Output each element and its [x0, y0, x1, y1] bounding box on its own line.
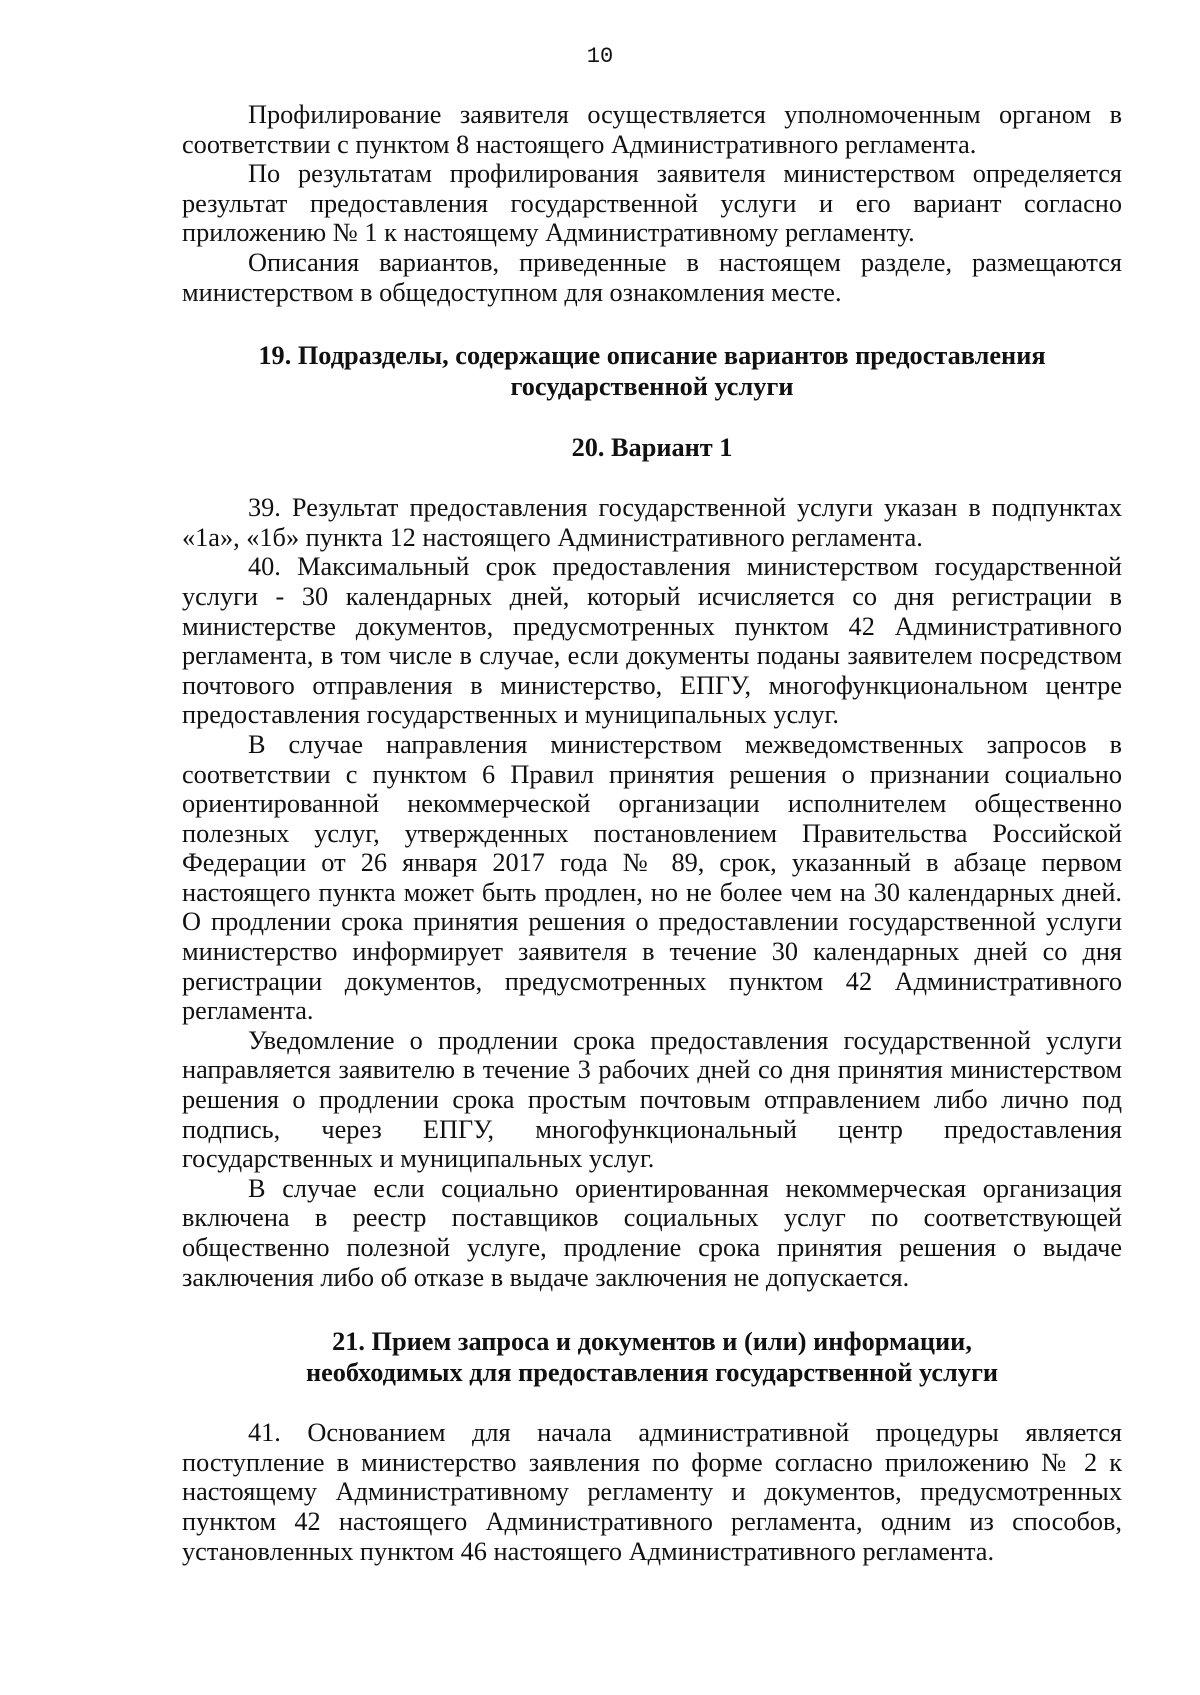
- paragraph-registry-case: В случае если социально ориентированная некоммерческая организация включена в реестр поставщиков социальных услуг по соответствующей общественно полезной услуге, продление срока принятия решения о выдаче заключения либо об отказе в выдаче заключения не допускается.: [182, 1173, 1122, 1292]
- section-21-heading: [182, 1326, 1122, 1388]
- paragraph-40: 40. Максимальный срок предоставления министерством государственной услуги - 30 календарных дней, который исчисляется со дня регистрации в министерстве документов, предусмотренных пунктом 42 Административного регламента, в том числе в случае, если документы поданы заявителем посредством почтового отправления в министерство, ЕПГУ, многофункциональном центре предоставления государственных и муниципальных услуг.: [182, 552, 1122, 730]
- paragraph-profiling-result: По результатам профилирования заявителя министерством определяется результат предоставления государственной услуги и его вариант согласно приложению № 1 к настоящему Административному регламенту.: [182, 159, 1122, 248]
- page-number: 10: [586, 44, 614, 69]
- document-body: [182, 100, 1122, 1566]
- section-19-heading: [182, 340, 1122, 402]
- paragraph-variants-description: Описания вариантов, приведенные в настоящем разделе, размещаются министерством в общедоступном для ознакомления месте.: [182, 247, 1122, 307]
- paragraph-profiling: Профилирование заявителя осуществляется уполномоченным органом в соответствии с пунктом 8 настоящего Административного регламента.: [182, 100, 1122, 159]
- paragraph-extension-notice: Уведомление о продлении срока предоставления государственной услуги направляется заявителю в течение 3 рабочих дней со дня принятия министерством решения о продлении срока простым почтовым отправлением либо лично под подпись, через ЕПГУ, многофункциональный центр предоставления государственных и муниципальных услуг.: [182, 1025, 1122, 1174]
- section-21-heading-line-1: 21. Прием запроса и документов и (или) информации,: [332, 1327, 972, 1357]
- section-21-heading-line-2: необходимых для предоставления государственной услуги: [305, 1358, 999, 1388]
- section-19-heading-line-1: 19. Подразделы, содержащие описание вариантов предоставления: [258, 341, 1046, 371]
- paragraph-interagency-requests: В случае направления министерством межведомственных запросов в соответствии с пунктом 6 Правил принятия решения о признании социально ориентированной некоммерческой организации исполнителем общественно полезных услуг, утвержденных постановлением Правительства Российской Федерации от 26 января 2017 года № 89, срок, указанный в абзаце первом настоящего пункта может быть продлен, но не более чем на 30 календарных дней. О продлении срока принятия решения о предоставлении государственной услуги министерство информирует заявителя в течение 30 календарных дней со дня регистрации документов, предусмотренных пунктом 42 Административного регламента.: [182, 729, 1122, 1026]
- paragraph-39: 39. Результат предоставления государственной услуги указан в подпунктах «1а», «1б» пункта 12 настоящего Административного регламента.: [182, 493, 1122, 552]
- section-19-heading-line-2: государственной услуги: [510, 372, 794, 402]
- paragraph-41: 41. Основанием для начала административной процедуры является поступление в министерство заявления по форме согласно приложению № 2 к настоящему Административному регламенту и документов, предусмотренных пунктом 42 настоящего Административного регламента, одним из способов, установленных пунктом 46 настоящего Административного регламента.: [182, 1418, 1122, 1566]
- section-20-heading: 20. Вариант 1: [571, 433, 733, 463]
